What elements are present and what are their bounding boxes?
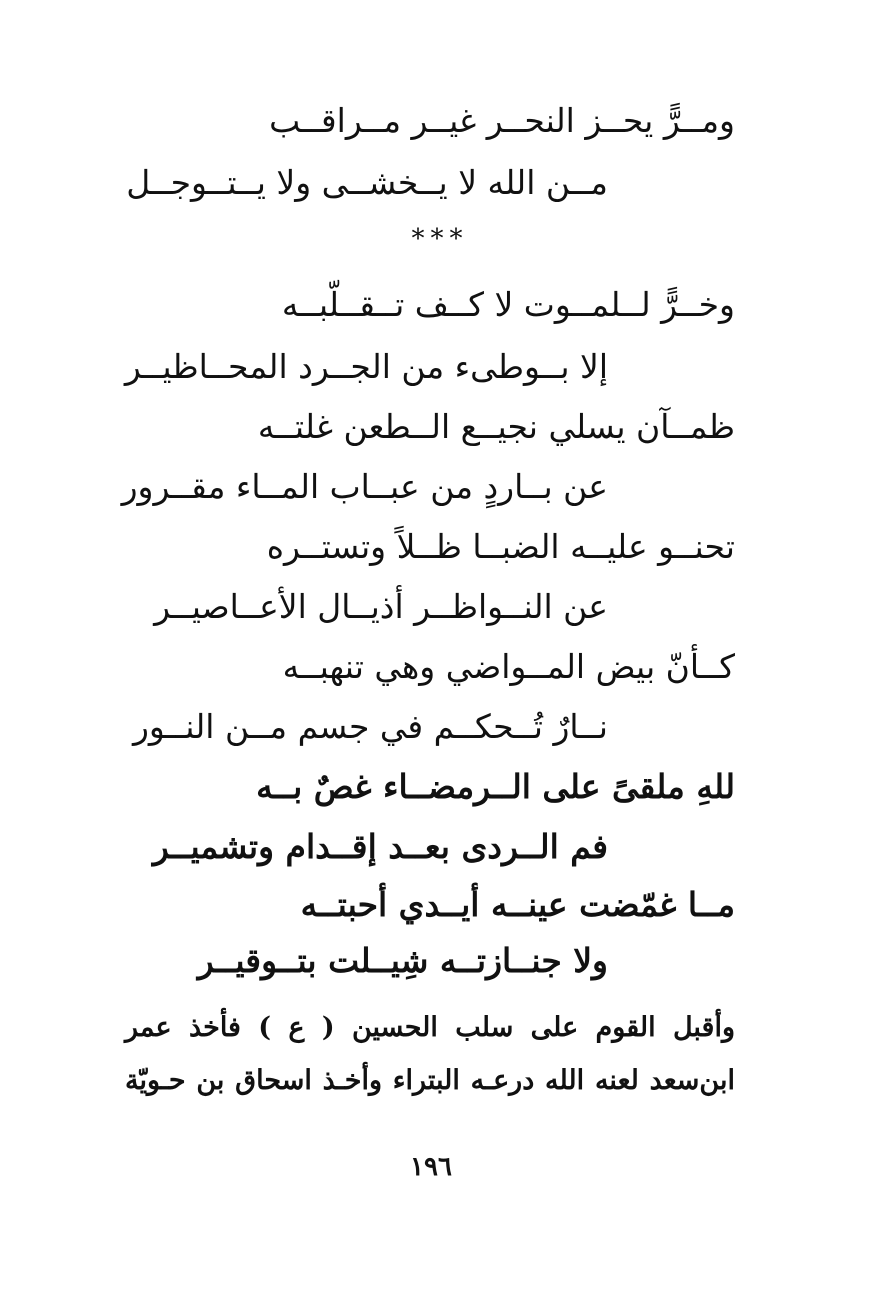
prose-line-2: ابن‌سعد لعنه الله درعـه البتراء وأخـذ اسحاق بن حـويّة (125, 1065, 735, 1096)
verse-1-second-hemistich: مــن الله لا يــخشــى ولا يــتــوجــل (126, 163, 608, 202)
verse-7-first-hemistich: مــا غمّضت عينــه أيــدي أحبتــه (300, 885, 735, 924)
verse-4-first-hemistich: تحنــو عليــه الضبــا ظــلاً وتستــره (266, 527, 735, 566)
verse-2-second-hemistich: إلا بــوطىء من الجــرد المحــاظيــر (124, 347, 608, 386)
prose-line-1: وأقبل القوم على سلب الحسين ( ع ) فأخذ عمر (125, 1012, 735, 1043)
verse-1-first-hemistich: ومــرًّ يحــز النحــر غيــر مــراقــب (269, 101, 735, 140)
verse-5-first-hemistich: كــأنّ بيض المــواضي وهي تنهبــه (282, 647, 735, 686)
verse-2-first-hemistich: وخــرًّ لــلمــوت لا كــف تــقــلّبــه (281, 285, 735, 324)
verse-3-second-hemistich: عن بــاردٍ من عبــاب المــاء مقــرور (121, 467, 608, 506)
verse-3-first-hemistich: ظمــآن يسلي نجيــع الــطعن غلتــه (257, 407, 735, 446)
verse-6-first-hemistich: للهِ ملقىً على الــرمضــاء غصٌ بــه (256, 767, 735, 806)
verse-7-second-hemistich: ولا جنــازتــه شِيــلت بتــوقيــر (197, 941, 608, 980)
section-separator: *** (411, 224, 469, 254)
verse-4-second-hemistich: عن النــواظــر أذيــال الأعــاصيــر (154, 587, 608, 626)
page-number: ١٩٦ (410, 1152, 452, 1182)
verse-5-second-hemistich: نــارٌ تُــحكــم في جسم مــن النــور (132, 707, 608, 746)
verse-6-second-hemistich: فم الــردى بعــد إقــدام وتشميــر (152, 827, 608, 866)
